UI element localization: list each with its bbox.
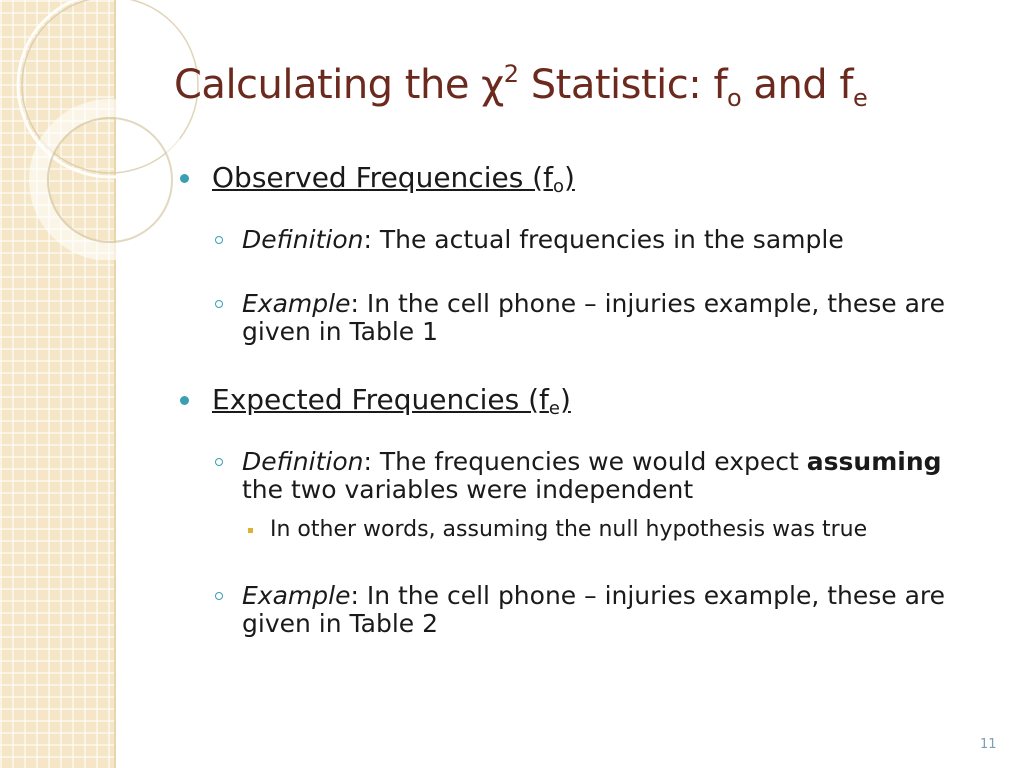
slide-content [180, 160, 980, 674]
decorative-circles [0, 0, 200, 260]
observed-definition: Definition: The actual frequencies in the sample [242, 226, 980, 254]
bullet-dot [180, 174, 189, 183]
bullet-dot [180, 396, 189, 405]
bullet-ring [215, 458, 223, 466]
expected-definition: Definition: The frequencies we would expect assuming the two variables were independent [242, 448, 980, 504]
bullet-ring [215, 236, 223, 244]
expected-definition-subitem: In other words, assuming the null hypothesis was true [270, 516, 980, 544]
bullet-ring [215, 300, 223, 308]
observed-example: Example: In the cell phone – injuries example, these are given in Table 1 [242, 290, 980, 346]
slide-title: Calculating the $\chi^2$ Statistic: $f_o$ and $f_e$ [174, 60, 868, 112]
bullet-observed-frequencies: Observed Frequencies $(f_o)$ [180, 160, 980, 196]
expected-example: Example: In the cell phone – injuries example, these are given in Table 2 [242, 582, 980, 638]
bullet-ring [215, 592, 223, 600]
page-number: 11 [980, 737, 997, 752]
bullet-expected-frequencies: Expected Frequencies $(f_e)$ [180, 382, 980, 418]
bullet-square [248, 528, 253, 533]
